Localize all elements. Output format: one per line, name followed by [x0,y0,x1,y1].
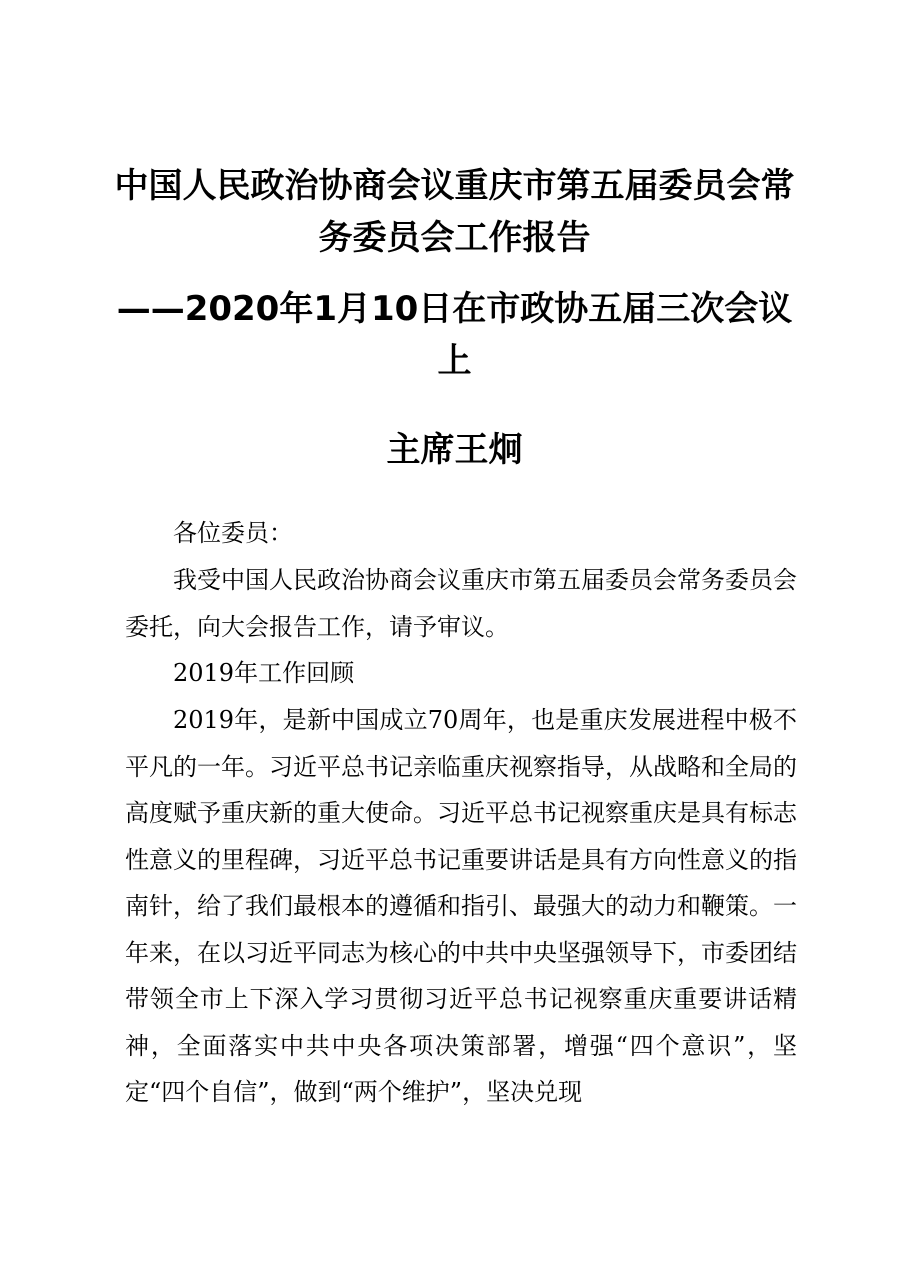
salutation-text: 各位委员： [173,519,293,547]
document-speaker: 主席王炯 [386,430,523,470]
document-subtitle: ——2020年1月10日在市政协五届三次会议上 [116,289,793,381]
paragraph-entrusted: 我受中国人民政治协商会议重庆市第五届委员会常务委员会委托，向大会报告工作，请予审议。 [125,566,797,641]
paragraph-review-text: 2019年，是新中国成立70周年，也是重庆发展进程中极不平凡的一年。习近平总书记亲临重庆视察指导，从战略和全局的高度赋予重庆新的重大使命。习近平总书记视察重庆是具有标志性意义的里程碑，习近平总书记重要讲话是具有方向性意义的指南针，给了我们最根本的遵循和指引、最强大的动力和鞭策。一年来，在以习近平同志为核心的中共中央坚强领导下，市委团结带领全市上下深入学习贯彻习近平总书记视察重庆重要讲话精神，全面落实中共中央各项决策部署，增强“四个意识”，坚定“四个自信”，做到“两个维护”，坚决兑现 [125,706,797,1106]
salutation [125,510,797,557]
paragraph-review [125,697,797,1116]
section-heading-text: 2019年工作回顾 [173,659,355,687]
document-title: 中国人民政治协商会议重庆市第五届委员会常务委员会工作报告 [114,166,795,258]
section-heading [125,650,797,697]
